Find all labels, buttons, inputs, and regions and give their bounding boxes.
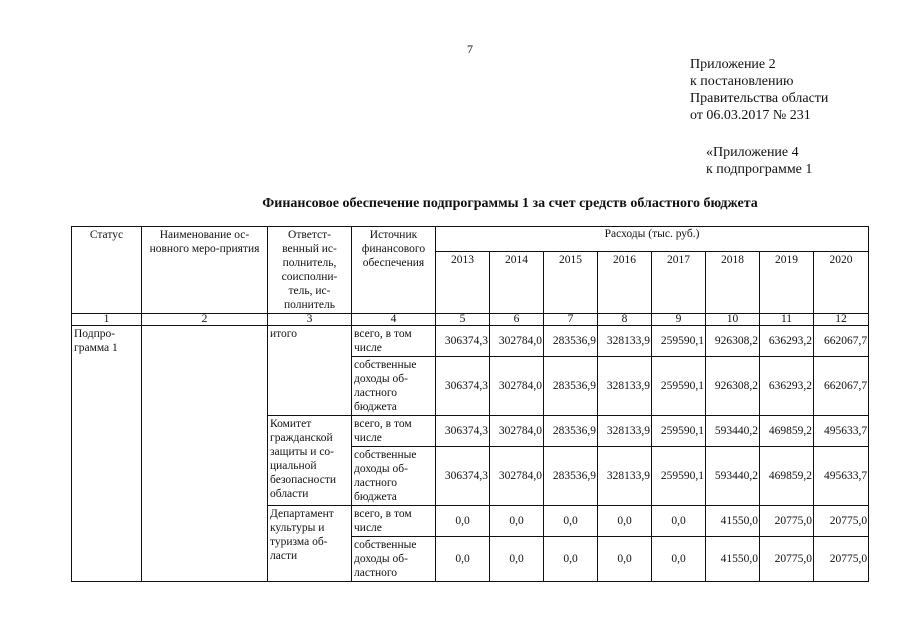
financing-table [71,226,869,582]
value-cell: 283536,9 [544,357,598,416]
value-cell: 0,0 [436,506,490,537]
appendix-line: Приложение 2 [690,57,776,72]
value-cell: 469859,2 [760,416,814,447]
column-index: 11 [760,314,814,326]
status-cell: Подпро-грамма 1 [72,326,142,582]
appendix-line: к постановлению [690,74,794,89]
header-year: 2015 [544,252,598,314]
value-cell: 20775,0 [814,506,869,537]
value-cell: 41550,0 [706,506,760,537]
column-index: 8 [598,314,652,326]
value-cell: 259590,1 [652,416,706,447]
executor-cell: итого [268,326,352,416]
column-index: 4 [352,314,436,326]
value-cell: 469859,2 [760,447,814,506]
header-year: 2013 [436,252,490,314]
value-cell: 283536,9 [544,416,598,447]
header-year: 2014 [490,252,544,314]
header-executor: Ответст-венный ис-полнитель, соисполни-тель, ис-полнитель [268,227,352,314]
executor-cell: Комитет гражданской защиты и со-циальной безопасности области [268,416,352,506]
source-cell: всего, в том числе [352,326,436,357]
appendix-original-line: к подпрограмме 1 [706,162,813,177]
header-year: 2018 [706,252,760,314]
appendix-original-header [706,144,812,178]
value-cell: 0,0 [652,506,706,537]
column-index: 3 [268,314,352,326]
value-cell: 0,0 [490,506,544,537]
value-cell: 259590,1 [652,447,706,506]
source-cell: собственные доходы об-ластного [352,537,436,582]
column-index: 7 [544,314,598,326]
value-cell: 20775,0 [760,537,814,582]
value-cell: 0,0 [544,506,598,537]
appendix-line: Правительства области [690,91,829,106]
appendix-line: от 06.03.2017 № 231 [690,108,811,123]
header-year: 2017 [652,252,706,314]
value-cell: 283536,9 [544,326,598,357]
value-cell: 302784,0 [490,416,544,447]
value-cell: 283536,9 [544,447,598,506]
value-cell: 259590,1 [652,357,706,416]
value-cell: 41550,0 [706,537,760,582]
value-cell: 306374,3 [436,357,490,416]
document-title: Финансовое обеспечение подпрограммы 1 за счет средств областного бюджета [262,196,758,211]
value-cell: 306374,3 [436,326,490,357]
page-number: 7 [467,42,473,56]
column-index: 2 [142,314,268,326]
header-year: 2020 [814,252,869,314]
value-cell: 495633,7 [814,416,869,447]
source-cell: всего, в том числе [352,416,436,447]
value-cell: 20775,0 [760,506,814,537]
column-index: 1 [72,314,142,326]
value-cell: 662067,7 [814,357,869,416]
column-index: 9 [652,314,706,326]
header-measure: Наименование ос-новного меро-приятия [142,227,268,314]
table-row [72,326,869,357]
header-expenses: Расходы (тыс. руб.) [436,227,869,252]
value-cell: 662067,7 [814,326,869,357]
appendix-header [690,56,828,124]
header-year: 2016 [598,252,652,314]
value-cell: 636293,2 [760,326,814,357]
value-cell: 306374,3 [436,416,490,447]
value-cell: 0,0 [436,537,490,582]
source-cell: всего, в том числе [352,506,436,537]
value-cell: 593440,2 [706,416,760,447]
value-cell: 328133,9 [598,326,652,357]
column-index: 12 [814,314,869,326]
header-year: 2019 [760,252,814,314]
appendix-original-line: «Приложение 4 [706,145,799,160]
value-cell: 0,0 [652,537,706,582]
value-cell: 636293,2 [760,357,814,416]
executor-cell: Департамент культуры и туризма об-ласти [268,506,352,582]
source-cell: собственные доходы об-ластного бюджета [352,447,436,506]
value-cell: 926308,2 [706,357,760,416]
value-cell: 302784,0 [490,357,544,416]
header-status: Статус [72,227,142,314]
value-cell: 593440,2 [706,447,760,506]
column-index: 10 [706,314,760,326]
value-cell: 926308,2 [706,326,760,357]
value-cell: 0,0 [544,537,598,582]
value-cell: 302784,0 [490,326,544,357]
value-cell: 20775,0 [814,537,869,582]
value-cell: 0,0 [598,537,652,582]
value-cell: 328133,9 [598,357,652,416]
value-cell: 306374,3 [436,447,490,506]
value-cell: 495633,7 [814,447,869,506]
measure-cell [142,326,268,582]
header-source: Источник финансового обеспечения [352,227,436,314]
value-cell: 328133,9 [598,447,652,506]
source-cell: собственные доходы об-ластного бюджета [352,357,436,416]
column-index-row [72,314,869,326]
column-index: 6 [490,314,544,326]
value-cell: 0,0 [598,506,652,537]
value-cell: 259590,1 [652,326,706,357]
column-index: 5 [436,314,490,326]
value-cell: 0,0 [490,537,544,582]
value-cell: 328133,9 [598,416,652,447]
value-cell: 302784,0 [490,447,544,506]
